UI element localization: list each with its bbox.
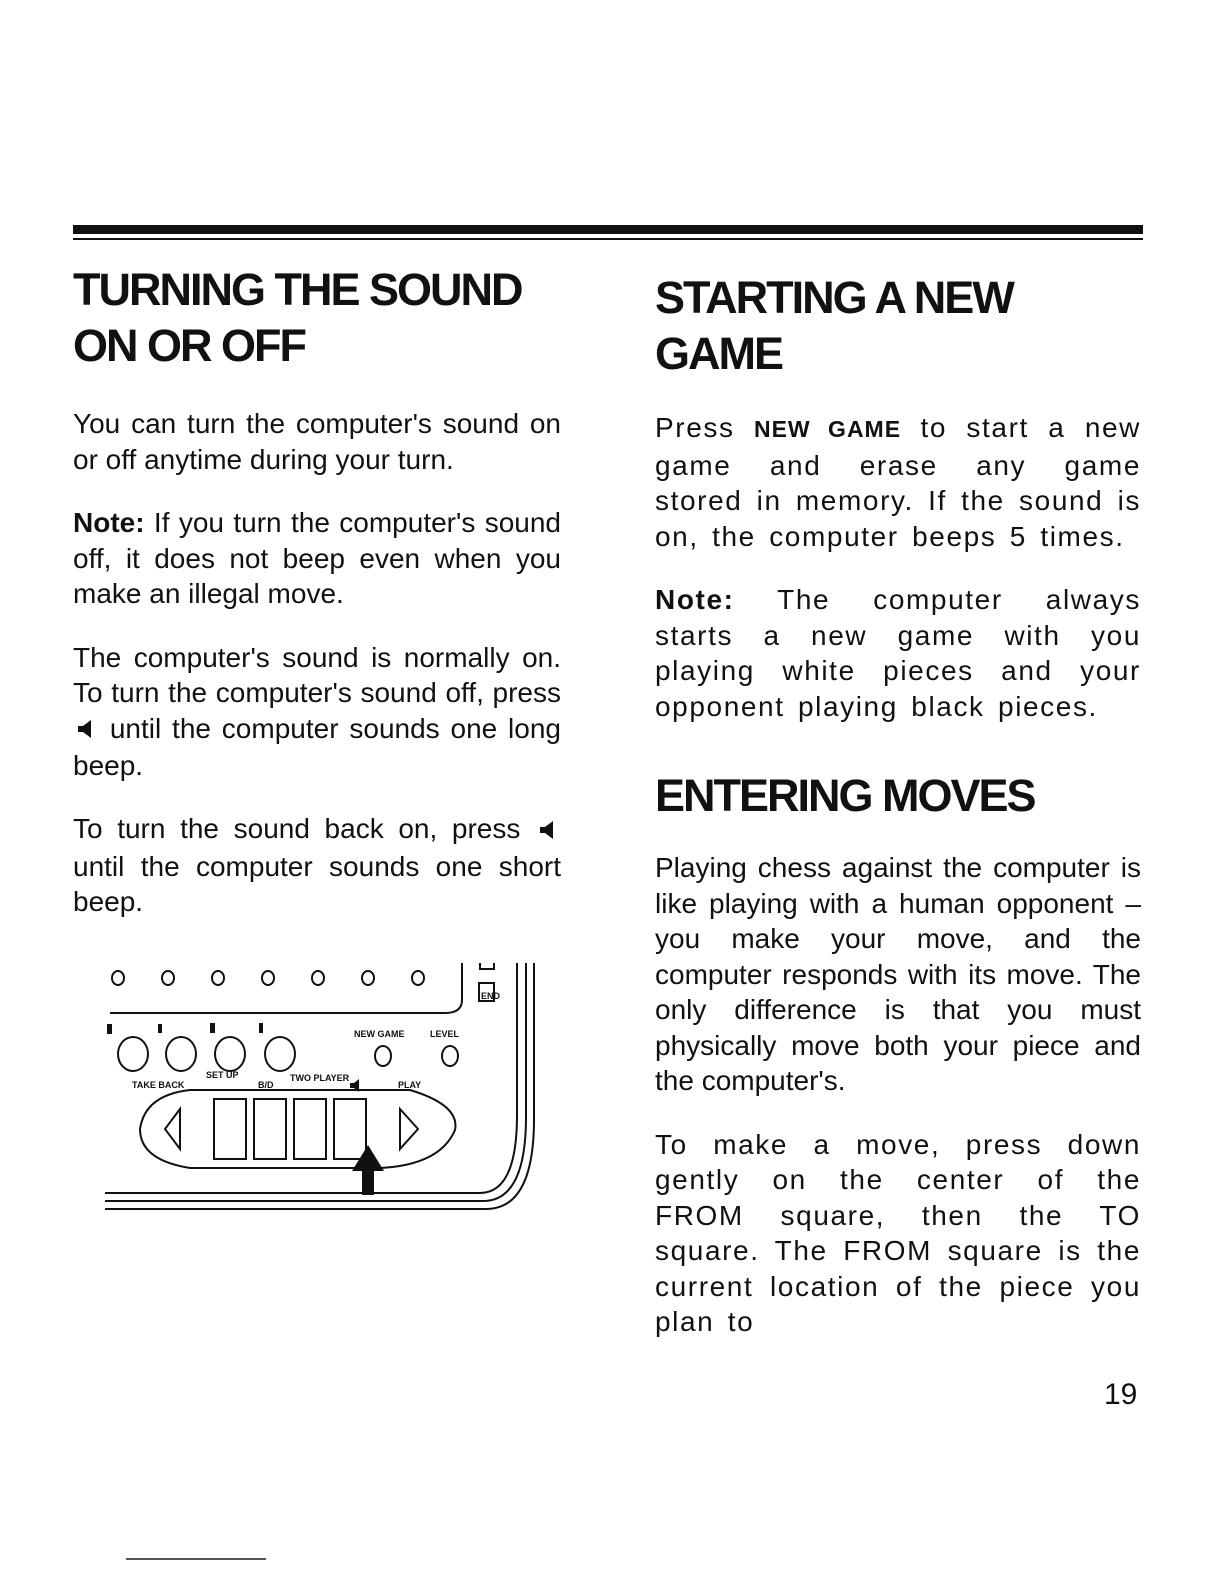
take-back-label: TAKE BACK bbox=[132, 1080, 185, 1090]
speaker-icon bbox=[539, 813, 557, 849]
make-move-paragraph: To make a move, press down gently on the center of the FROM square, then the TO square. The FROM square is the current location of the piece you plan to bbox=[655, 1128, 1141, 1337]
top-rule-thick bbox=[73, 225, 1143, 234]
new-game-paragraph bbox=[655, 410, 1141, 554]
new-game-text-a: Press bbox=[655, 412, 735, 443]
sound-on-paragraph bbox=[73, 811, 561, 919]
set-up-label: SET UP bbox=[206, 1070, 239, 1080]
sound-intro: You can turn the computer's sound on or off anytime during your turn. bbox=[73, 408, 561, 475]
sound-on-text-a: To turn the sound back on, press bbox=[73, 813, 521, 845]
new-game-heading-line2: GAME bbox=[655, 328, 782, 379]
two-player-label: TWO PLAYER bbox=[290, 1073, 350, 1083]
new-game-key: NEW GAME bbox=[753, 416, 902, 442]
right-column bbox=[655, 270, 1141, 1340]
sound-off-text-a: The computer's sound is normally on. To turn the computer's sound off, press bbox=[73, 641, 561, 708]
control-panel-drawing bbox=[100, 955, 550, 1215]
sound-off-paragraph bbox=[73, 640, 561, 784]
control-panel-illustration bbox=[100, 955, 550, 1215]
sound-note-label: Note: bbox=[73, 507, 145, 538]
sound-off-text-b: until the computer sounds one long beep. bbox=[73, 712, 561, 781]
new-game-heading-line1: STARTING A NEW bbox=[655, 272, 1013, 323]
new-game-label: NEW GAME bbox=[354, 1029, 405, 1039]
sound-on-text-b: until the computer sounds one short beep. bbox=[73, 850, 561, 918]
speaker-icon bbox=[77, 712, 95, 748]
footer-line bbox=[126, 1558, 266, 1560]
new-game-note bbox=[655, 582, 1141, 724]
level-label: LEVEL bbox=[430, 1029, 460, 1039]
new-game-heading bbox=[655, 270, 1141, 382]
new-game-note-label: Note: bbox=[655, 584, 735, 615]
page-number: 19 bbox=[1104, 1378, 1138, 1411]
top-rule-thin bbox=[73, 238, 1143, 240]
new-game-note-text: The computer always starts a new game with you playing white pieces and your opponent playing black pieces. bbox=[655, 584, 1141, 722]
entering-moves-paragraph: Playing chess against the computer is like playing with a human opponent – you make your move, and the computer responds with its move. The only difference is that you must physically move both your piece and the computer's. bbox=[655, 852, 1141, 1096]
sound-note bbox=[73, 505, 561, 612]
bw-label: B/D bbox=[258, 1080, 274, 1090]
play-label: PLAY bbox=[398, 1080, 422, 1090]
end-label: END bbox=[481, 991, 501, 1001]
sound-heading-line1: TURNING THE SOUND bbox=[73, 264, 522, 315]
sound-heading-line2: ON OR OFF bbox=[73, 320, 305, 371]
sound-heading bbox=[73, 262, 561, 374]
new-game-text-b: to start a new game and erase any game stored in memory. If the sound is on, the computer beeps 5 times. bbox=[655, 412, 1141, 552]
entering-moves-heading: ENTERING MOVES bbox=[655, 770, 1035, 821]
sound-note-text: If you turn the computer's sound off, it does not beep even when you make an illegal move. bbox=[73, 507, 562, 609]
left-column bbox=[73, 262, 561, 920]
